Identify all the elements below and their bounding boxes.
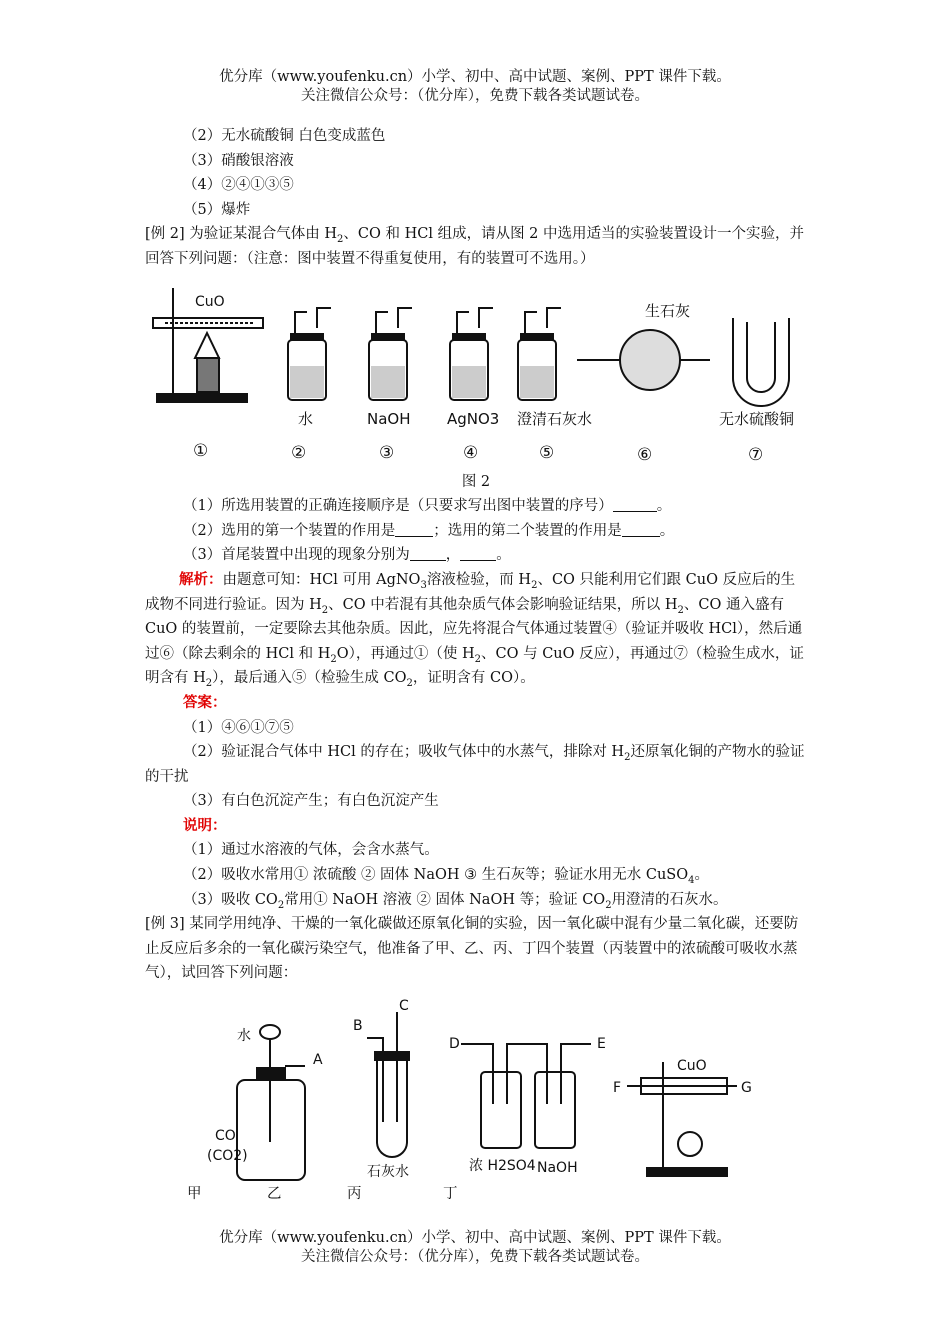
apparatus-numbers xyxy=(193,441,763,465)
label-yi: 乙 xyxy=(267,1186,282,1203)
figure-3 xyxy=(145,992,807,1182)
note-label: 说明： xyxy=(183,816,227,834)
question-1: （1）所选用装置的正确连接顺序是（只要求写出图中装置的序号） 。 xyxy=(183,498,672,515)
label-ding: 丁 xyxy=(443,1186,458,1203)
co2-label: (CO2) xyxy=(207,1148,248,1165)
example-3-intro: [例 3] 某同学用纯净、干燥的一氧化碳做还原氧化铜的实验，因一氧化碳中混有少量二氧化碳，还要防止反应后多余的一氧化碳污染空气，他准备了甲、乙、丙、丁四个装置（丙装置中的浓硫酸可吸收水蒸气），试回答下列问题： xyxy=(145,916,799,982)
answer-blank xyxy=(613,497,657,512)
quicklime-label: 生石灰 xyxy=(645,301,691,320)
apparatus-1-cuo-tube xyxy=(153,288,263,402)
conc-h2so4-label: 浓 H2SO4 xyxy=(469,1158,536,1175)
answer-2: （2）验证混合气体中 HCl 的存在；吸收气体中的水蒸气，排除对 $H_2$还原氧化铜的产物水的验证的干扰 xyxy=(145,744,805,785)
note-2: （2）吸收水常用① 浓硫酸 ② 固体 NaOH ③ 生石灰等；验证水用无水 CuSO$_4$。 xyxy=(183,867,709,886)
apparatus-number-7: ⑦ xyxy=(748,444,764,465)
figure-2-apparatus xyxy=(145,278,807,468)
label-d: D xyxy=(449,1036,460,1053)
prev-answer-5: （5）爆炸 xyxy=(183,201,251,218)
bottle-label-limewater: 澄清石灰水 xyxy=(517,409,593,428)
apparatus-number-1: ① xyxy=(193,440,209,461)
apparatus-number-6: ⑥ xyxy=(637,444,653,465)
prev-answer-3: （3）硝酸银溶液 xyxy=(183,152,294,169)
co-label: CO xyxy=(215,1128,236,1145)
apparatus-labels-row xyxy=(145,1182,807,1208)
footer-line-1: 优分库（www.youfenku.cn）小学、初中、高中试题、案例、PPT 课件下载。 xyxy=(219,1230,731,1246)
apparatus-yi xyxy=(353,998,409,1180)
answer-1: （1）④⑥①⑦⑤ xyxy=(183,719,294,736)
apparatus-number-5: ⑤ xyxy=(539,442,555,463)
answer-blank xyxy=(622,522,660,537)
answer-label: 答案： xyxy=(183,693,227,711)
example-2-intro: [例 2] 为验证某混合气体由 $H_2$、CO 和 HCl 组成，请从图 2 中选用适当的实验装置设计一个实验，并回答下列问题：（注意：图中装置不得重复使用，有的装置可不选用。） xyxy=(145,226,805,267)
label-e: E xyxy=(597,1036,606,1053)
bottle-3 xyxy=(367,308,412,428)
header-line-1: 优分库（www.youfenku.cn）小学、初中、高中试题、案例、PPT 课件下载。 xyxy=(219,69,731,85)
bottle-4 xyxy=(447,308,499,428)
question-2: （2）选用的第一个装置的作用是 ；选用的第二个装置的作用是 。 xyxy=(183,522,675,539)
label-a: A xyxy=(313,1052,323,1069)
bottle-label-agno3: AgNO3 xyxy=(447,409,500,428)
label-bing: 丙 xyxy=(347,1186,362,1203)
apparatus-number-2: ② xyxy=(291,442,307,463)
figure-2 xyxy=(145,278,807,468)
answer-3: （3）有白色沉淀产生；有白色沉淀产生 xyxy=(183,793,439,810)
water-label: 水 xyxy=(237,1028,251,1045)
page-footer xyxy=(0,1229,950,1267)
cuo-label-2: CuO xyxy=(677,1058,707,1075)
utube-label: 无水硫酸铜 xyxy=(719,409,795,428)
label-c: C xyxy=(399,998,409,1015)
label-jia: 甲 xyxy=(187,1186,202,1203)
apparatus-7-u-tube xyxy=(719,318,794,428)
label-f: F xyxy=(613,1080,622,1097)
figure-3-apparatus xyxy=(145,992,807,1182)
answer-blank xyxy=(460,546,496,561)
apparatus-ding xyxy=(613,1058,752,1176)
naoh-label: NaOH xyxy=(537,1160,578,1177)
apparatus-6-drying-bulb xyxy=(577,302,710,390)
bottle-label-water: 水 xyxy=(298,409,314,428)
note-1: （1）通过水溶液的气体，会含水蒸气。 xyxy=(183,842,439,859)
prev-answer-2: （2）无水硫酸铜 白色变成蓝色 xyxy=(183,128,386,144)
apparatus-bing xyxy=(449,1036,606,1176)
bottle-label-naoh: NaOH xyxy=(367,409,411,428)
prev-answer-4: （4）②④①③⑤ xyxy=(183,177,294,194)
apparatus-number-4: ④ xyxy=(463,442,479,463)
bottle-2 xyxy=(288,308,331,428)
figure-2-caption: 图 2 xyxy=(461,473,491,490)
analysis-paragraph: 解析：由题意可知：HCl 可用 AgNO$_3$溶液检验，而 $H_2$、CO 只能利用它们跟 CuO 反应后的生成物不同进行验证。因为 $H_2$、CO 中若混有其他杂质气体会影响验证结果，所以 $H_2$、CO 通入盛有 CuO 的装置前，一定要除去其他杂质。因此，应先将混合气体通过装置④（验证并吸收 HCl），然后通过⑥（除去剩余的 HCl 和 $H_2O$），再通过①（使 $H_2$、CO 与 CuO 反应），再通过⑦（检验生成水，证明含有 $H_2$），最后通入⑤（检验生成 $CO_2$，证明含有 CO）。 xyxy=(145,570,804,690)
analysis-label: 解析： xyxy=(179,570,223,588)
apparatus-number-3: ③ xyxy=(379,442,395,463)
apparatus-jia xyxy=(207,1025,323,1180)
limewater-label: 石灰水 xyxy=(367,1164,409,1181)
cuo-label: CuO xyxy=(195,293,225,310)
label-g: G xyxy=(741,1080,752,1097)
question-3: （3）首尾装置中出现的现象分别为 ， 。 xyxy=(183,547,511,564)
answer-blank xyxy=(395,522,433,537)
note-3: （3）吸收 $CO_2$常用① NaOH 溶液 ② 固体 NaOH 等；验证 $CO_2$用澄清的石灰水。 xyxy=(183,891,728,911)
answer-blank xyxy=(410,546,446,561)
label-b: B xyxy=(353,1018,363,1035)
header-line-2: 关注微信公众号：（优分库），免费下载各类试题试卷。 xyxy=(301,88,649,104)
main-content xyxy=(145,124,807,1208)
page-header xyxy=(0,68,950,106)
bottle-5 xyxy=(517,308,592,428)
footer-line-2: 关注微信公众号：（优分库），免费下载各类试题试卷。 xyxy=(301,1249,649,1265)
